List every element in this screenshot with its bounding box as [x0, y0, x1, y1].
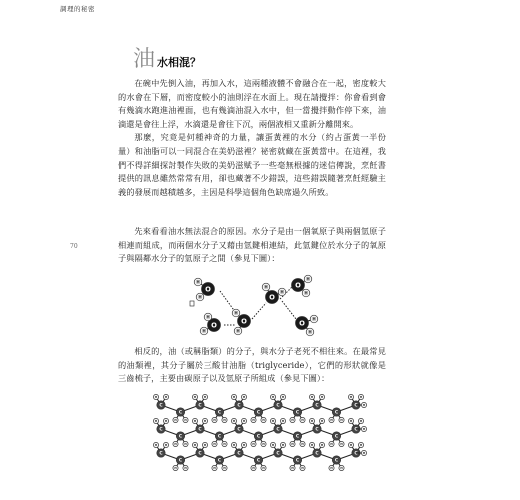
hydrogen-label: H: [320, 442, 324, 447]
text-block-2: [118, 225, 386, 266]
hydrogen-label: H: [264, 284, 268, 290]
hydrogen-label: H: [223, 417, 226, 422]
hydrogen-label: H: [308, 329, 312, 335]
carbon-label: C: [237, 451, 241, 457]
text-block-1: [118, 77, 386, 199]
hydrogen-label: H: [203, 394, 207, 399]
hydrogen-label: H: [291, 417, 294, 422]
hydrogen-label: H: [223, 465, 226, 470]
hydrogen-label: H: [320, 394, 324, 399]
hydrogen-label: H: [232, 442, 236, 447]
carbon-label: C: [315, 451, 319, 457]
hydrogen-label: H: [291, 465, 294, 470]
hydrogen-label: H: [154, 394, 158, 399]
hydrogen-label: H: [301, 441, 304, 446]
hydrogen-label: H: [310, 394, 314, 399]
hydrogen-label: H: [349, 394, 353, 399]
hydrogen-label: H: [330, 417, 333, 422]
hydrogen-label: H: [349, 418, 353, 423]
hydrogen-label: H: [203, 442, 207, 447]
hydrogen-label: H: [193, 418, 197, 423]
hydrogen-label: H: [223, 441, 226, 446]
hydrogen-label: H: [193, 394, 197, 399]
hydrogen-label: H: [310, 442, 314, 447]
hydrogen-label: H: [213, 441, 216, 446]
carbon-label: C: [159, 451, 163, 457]
paragraph-1: 在碗中先倒入油，再加入水，這兩種液體不會融合在一起，密度較大的水會在下層，而密度較小的油則浮在水面上。現在請攪拌：你會看到會有幾滴水跑進油裡面，也有幾滴油混入水中，但一當攪拌動作停下來，油滴還是會往上浮，水滴還是會往下沉，兩個液相又重新分離開來。: [118, 78, 386, 129]
hydrogen-label: H: [306, 276, 310, 282]
hydrogen-label: H: [271, 418, 275, 423]
hydrogen-label: H: [304, 290, 308, 296]
carbon-label: C: [178, 434, 183, 440]
hydrogen-label: H: [271, 442, 275, 447]
carbon-label: C: [159, 427, 163, 433]
carbon-label: C: [256, 410, 261, 416]
hydrogen-label: H: [340, 417, 343, 422]
carbon-label: C: [217, 458, 222, 464]
hydrogen-label: H: [232, 418, 236, 423]
oxygen-label: O: [211, 321, 217, 330]
running-header: 調理的秘密: [60, 5, 95, 13]
hydrogen-label: H: [301, 417, 304, 422]
oxygen-label: O: [295, 281, 301, 290]
oxygen-label: O: [241, 317, 247, 326]
hydrogen-label: H: [242, 418, 246, 423]
triglyceride-diagram: [147, 393, 372, 473]
carbon-label: C: [178, 410, 183, 416]
hydrogen-label: H: [213, 465, 216, 470]
hydrogen-label: H: [202, 328, 206, 334]
hydrogen-label: H: [349, 442, 353, 447]
carbon-label: C: [295, 410, 300, 416]
hydrogen-label: H: [310, 418, 314, 423]
hydrogen-label: H: [252, 441, 255, 446]
hydrogen-label: H: [359, 394, 363, 399]
carbon-label: C: [198, 451, 202, 457]
hydrogen-label: H: [262, 417, 265, 422]
hydrogen-label: H: [359, 442, 363, 447]
hydrogen-label: H: [174, 441, 177, 446]
hydrogen-label: H: [291, 441, 294, 446]
hydrogen-label: H: [280, 289, 284, 295]
carbon-label: C: [217, 410, 222, 416]
carbon-label: C: [295, 458, 300, 464]
hydrogen-label: H: [281, 394, 285, 399]
hydrogen-bond: [282, 301, 296, 319]
hydrogen-label: H: [164, 394, 168, 399]
carbon-label: C: [237, 403, 241, 409]
hydrogen-label: H: [154, 442, 158, 447]
hydrogen-label: H: [362, 402, 366, 407]
carbon-label: C: [315, 403, 319, 409]
hydrogen-label: H: [164, 442, 168, 447]
hydrogen-label: H: [174, 417, 177, 422]
carbon-label: C: [217, 434, 222, 440]
triglyceride-svg: [147, 393, 372, 473]
hydrogen-label: H: [262, 441, 265, 446]
paragraph-4: 相反的，油（或稱脂類）的分子，與水分子老死不相往來。在最常見的油類裡，其分子屬於三酸甘油脂（triglyceride），它們的形狀就像是三齒梳子，主要由碳原子以及氫原子所組成（參見下圖）：: [118, 346, 386, 384]
carbon-label: C: [315, 427, 319, 433]
oxygen-label: O: [269, 293, 275, 302]
hydrogen-label: H: [184, 417, 187, 422]
hydrogen-label: H: [234, 310, 238, 316]
hydrogen-label: H: [312, 316, 316, 322]
carbon-label: C: [256, 434, 261, 440]
hydrogen-label: H: [252, 417, 255, 422]
section-heading: [133, 49, 201, 71]
carbon-label: C: [334, 434, 339, 440]
text-block-3: [118, 345, 386, 386]
carbon-label: C: [276, 451, 280, 457]
carbon-label: C: [354, 451, 358, 457]
hydrogen-label: H: [236, 328, 240, 334]
hydrogen-label: H: [242, 394, 246, 399]
hydrogen-label: H: [203, 418, 207, 423]
carbon-label: C: [295, 434, 300, 440]
hydrogen-label: H: [196, 279, 200, 285]
marker-square: [190, 301, 194, 306]
hydrogen-label: H: [232, 394, 236, 399]
paragraph-2: 那麼，究竟是何種神奇的力量，讓蛋黃裡的水分（約占蛋黃一半份量）和油脂可以一同混合在美奶滋裡？祕密就藏在蛋黃當中。在這裡，我們不得詳細探討製作失敗的美奶滋赋予一些毫無根據的迷信傳說，烹飪書提供的訊息雖然常常有用，卻也藏著不少錯誤，這些錯誤隨著烹飪經驗主義的發展而越積越多，主因是科學這個角色缺席過久所致。: [118, 132, 386, 197]
hydrogen-label: H: [281, 442, 285, 447]
water-molecules-diagram: [180, 273, 330, 341]
hydrogen-label: H: [330, 441, 333, 446]
hydrogen-label: H: [362, 450, 366, 455]
carbon-label: C: [276, 403, 280, 409]
carbon-label: C: [354, 403, 358, 409]
carbon-label: C: [159, 403, 163, 409]
carbon-label: C: [334, 410, 339, 416]
carbon-label: C: [354, 427, 358, 433]
heading-first-char: 油: [133, 47, 156, 72]
hydrogen-label: H: [301, 465, 304, 470]
carbon-label: C: [256, 458, 261, 464]
hydrogen-label: H: [281, 418, 285, 423]
oxygen-label: O: [299, 319, 305, 328]
hydrogen-label: H: [184, 465, 187, 470]
hydrogen-label: H: [340, 441, 343, 446]
hydrogen-bond: [252, 303, 266, 319]
hydrogen-label: H: [206, 314, 210, 320]
hydrogen-label: H: [262, 465, 265, 470]
hydrogen-label: H: [174, 465, 177, 470]
water-molecules-svg: [180, 273, 330, 341]
hydrogen-label: H: [242, 442, 246, 447]
carbon-label: C: [198, 427, 202, 433]
hydrogen-label: H: [154, 418, 158, 423]
hydrogen-label: H: [164, 418, 168, 423]
oxygen-label: O: [205, 285, 211, 294]
hydrogen-label: H: [213, 417, 216, 422]
hydrogen-label: H: [252, 465, 255, 470]
hydrogen-label: H: [184, 441, 187, 446]
heading-title: 水相混？: [157, 56, 202, 69]
hydrogen-label: H: [359, 418, 363, 423]
paragraph-3: 先來看看油水無法混合的原因。水分子是由一個氧原子與兩個氫原子相連而組成，而兩個水分子又藉由氫鍵相連結，此氫鍵位於水分子的氧原子與隔鄰水分子的氫原子之間（參見下圖）：: [118, 226, 386, 264]
carbon-label: C: [178, 458, 183, 464]
carbon-label: C: [276, 427, 280, 433]
hydrogen-label: H: [320, 418, 324, 423]
hydrogen-label: H: [271, 394, 275, 399]
carbon-label: C: [237, 427, 241, 433]
hydrogen-label: H: [198, 294, 202, 300]
hydrogen-label: H: [362, 426, 366, 431]
hydrogen-label: H: [340, 465, 343, 470]
hydrogen-label: H: [330, 465, 333, 470]
carbon-label: C: [334, 458, 339, 464]
carbon-label: C: [198, 403, 202, 409]
hydrogen-label: H: [193, 442, 197, 447]
page-number: 70: [70, 243, 78, 250]
